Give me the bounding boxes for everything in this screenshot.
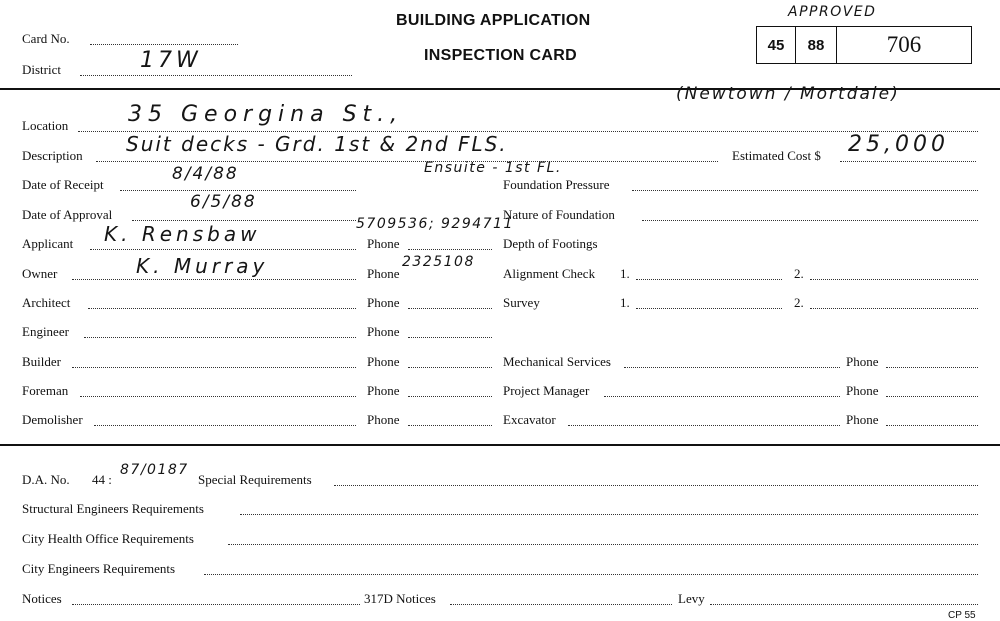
architect-phone-line[interactable]	[408, 308, 492, 309]
owner-value[interactable]: K. Murray	[136, 254, 269, 278]
form-title: BUILDING APPLICATION	[396, 12, 591, 29]
da-no-label: D.A. No.	[22, 472, 70, 487]
city-health-label: City Health Office Requirements	[22, 531, 194, 546]
alignment-check-label: Alignment Check	[503, 266, 596, 281]
structural-engineers-label: Structural Engineers Requirements	[22, 501, 204, 516]
demolisher-phone-line[interactable]	[408, 425, 492, 426]
foundation-pressure-label: Foundation Pressure	[503, 177, 610, 192]
estimated-cost-line	[840, 161, 976, 162]
alignment-check-2-label: 2.	[794, 266, 804, 281]
special-requirements-line[interactable]	[334, 485, 978, 486]
foreman-phone-line[interactable]	[408, 396, 492, 397]
foreman-line[interactable]	[80, 396, 356, 397]
foreman-label: Foreman	[22, 383, 69, 398]
excavator-phone-label: Phone	[846, 412, 879, 427]
date-of-receipt-value[interactable]: 8/4/88	[172, 164, 239, 184]
card-no-label: Card No.	[22, 31, 70, 46]
excavator-phone-line[interactable]	[886, 425, 978, 426]
demolisher-label: Demolisher	[22, 412, 83, 427]
survey-label: Survey	[503, 295, 540, 310]
applicant-value[interactable]: K. Rensbaw	[104, 222, 261, 246]
city-health-line[interactable]	[228, 544, 978, 545]
engineer-phone-line[interactable]	[408, 337, 492, 338]
form-code: CP 55	[948, 610, 976, 621]
district-label: District	[22, 62, 61, 77]
317d-notices-label: 317D Notices	[364, 591, 436, 606]
da-no-value[interactable]: 87/0187	[120, 462, 189, 478]
builder-phone-label: Phone	[367, 354, 400, 369]
applicant-phone-label: Phone	[367, 236, 400, 251]
estimated-cost-label: Estimated Cost $	[732, 148, 821, 163]
architect-line[interactable]	[88, 308, 356, 309]
ref-box-3-text: 706	[886, 32, 922, 57]
excavator-label: Excavator	[503, 412, 556, 427]
estimated-cost-value[interactable]: 25,000	[848, 132, 949, 157]
builder-label: Builder	[22, 354, 61, 369]
mechanical-services-line[interactable]	[624, 367, 840, 368]
levy-line[interactable]	[710, 604, 978, 605]
location-label: Location	[22, 118, 69, 133]
date-of-receipt-line	[120, 190, 356, 191]
excavator-line[interactable]	[568, 425, 840, 426]
foundation-pressure-line[interactable]	[632, 190, 978, 191]
alignment-check-2-line[interactable]	[810, 279, 978, 280]
notices-line[interactable]	[72, 604, 360, 605]
date-of-approval-value[interactable]: 6/5/88	[190, 192, 257, 212]
description-line	[96, 161, 718, 162]
owner-line	[72, 279, 356, 280]
ref-box-2-text: 88	[807, 36, 825, 54]
special-requirements-label: Special Requirements	[198, 472, 312, 487]
description-value[interactable]: Suit decks - Grd. 1st & 2nd FLS.	[126, 132, 508, 156]
ref-box-1	[756, 26, 796, 64]
survey-1-label: 1.	[620, 295, 630, 310]
applicant-phone-value: 5709536; 9294711	[356, 216, 514, 232]
location-value[interactable]: 35 Georgina St.,	[128, 102, 404, 127]
architect-label: Architect	[22, 295, 71, 310]
alignment-check-1-line[interactable]	[636, 279, 782, 280]
da-no-prefix: 44 :	[92, 472, 112, 487]
engineer-line[interactable]	[84, 337, 356, 338]
lower-divider	[0, 444, 1000, 446]
applicant-line	[90, 249, 356, 250]
nature-of-foundation-label: Nature of Foundation	[503, 207, 615, 222]
ref-box-1-text: 45	[767, 36, 785, 54]
mechanical-services-label: Mechanical Services	[503, 354, 611, 369]
ref-box-3	[836, 26, 972, 64]
description-label: Description	[22, 148, 83, 163]
approved-stamp: APPROVED	[788, 4, 877, 20]
card-no-line[interactable]	[90, 44, 238, 45]
district-line	[80, 75, 352, 76]
project-manager-phone-line[interactable]	[886, 396, 978, 397]
city-engineers-label: City Engineers Requirements	[22, 561, 176, 576]
builder-phone-line[interactable]	[408, 367, 492, 368]
district-value[interactable]: 17W	[140, 48, 202, 73]
engineer-phone-label: Phone	[367, 324, 400, 339]
owner-phone-value[interactable]: 2325108	[402, 254, 475, 270]
demolisher-line[interactable]	[94, 425, 356, 426]
ref-box-2	[795, 26, 837, 64]
date-of-approval-label: Date of Approval	[22, 207, 113, 222]
architect-phone-label: Phone	[367, 295, 400, 310]
date-of-receipt-label: Date of Receipt	[22, 177, 104, 192]
structural-engineers-line[interactable]	[240, 514, 978, 515]
description-value-2: Ensuite - 1st FL.	[424, 160, 562, 176]
city-engineers-line[interactable]	[204, 574, 978, 575]
owner-phone-label: Phone	[367, 266, 400, 281]
applicant-phone-line[interactable]	[408, 249, 492, 250]
foreman-phone-label: Phone	[367, 383, 400, 398]
nature-of-foundation-line[interactable]	[642, 220, 978, 221]
alignment-check-1-label: 1.	[620, 266, 630, 281]
mechanical-services-phone-label: Phone	[846, 354, 879, 369]
form-subtitle: INSPECTION CARD	[424, 47, 577, 64]
owner-label: Owner	[22, 266, 58, 281]
demolisher-phone-label: Phone	[367, 412, 400, 427]
survey-1-line[interactable]	[636, 308, 782, 309]
date-of-approval-line	[132, 220, 356, 221]
317d-notices-line[interactable]	[450, 604, 672, 605]
builder-line[interactable]	[72, 367, 356, 368]
survey-2-line[interactable]	[810, 308, 978, 309]
location-annotation: (Newtown / Mortdale)	[676, 84, 900, 104]
survey-2-label: 2.	[794, 295, 804, 310]
applicant-label: Applicant	[22, 236, 74, 251]
project-manager-label: Project Manager	[503, 383, 590, 398]
depth-of-footings-label: Depth of Footings	[503, 236, 598, 251]
project-manager-line[interactable]	[604, 396, 840, 397]
project-manager-phone-label: Phone	[846, 383, 879, 398]
engineer-label: Engineer	[22, 324, 69, 339]
levy-label: Levy	[678, 591, 705, 606]
notices-label: Notices	[22, 591, 62, 606]
mechanical-services-phone-line[interactable]	[886, 367, 978, 368]
